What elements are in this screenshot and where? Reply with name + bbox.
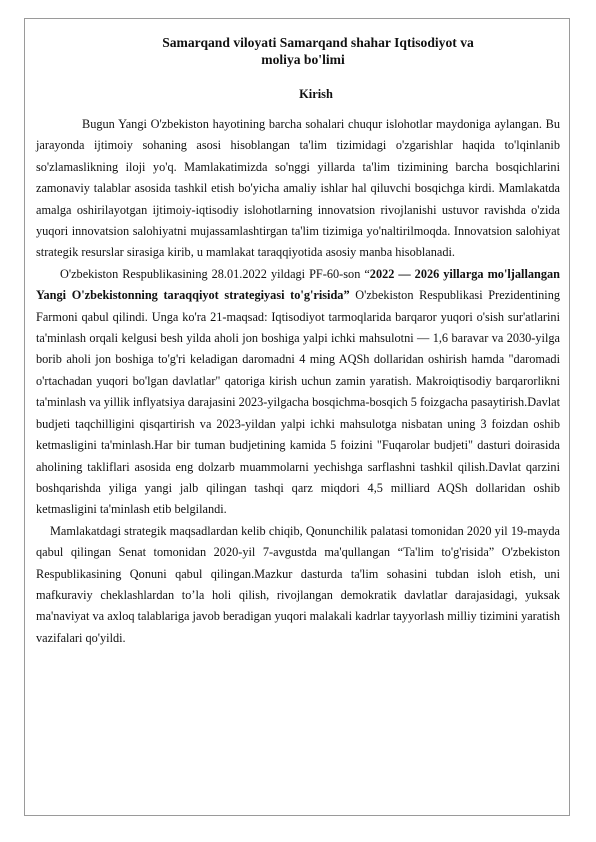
document-page xyxy=(24,18,570,816)
document-title xyxy=(25,35,571,68)
paragraph-1: Bugun Yangi O'zbekiston hayotining barcha sohalari chuqur islohotlar maydoniga aylangan. Bu jarayonda ijtimoiy sohaning asosi hisoblangan ta'lim tizimidagi o'zgarishlar haqida to'lqinlanib so'zlamaslikning iloji yo'q. Mamlakatimizda so'nggi yillarda ta'lim tizimining barcha bosqichlarini zamonaviy talablar asosida tashkil etish bo'yicha amaliy ishlar hal qiluvchi bosqichga kirdi. Mamlakatda amalga oshirilayotgan ijtimoiy-iqtisodiy islohotlarning innovatsion rivojlanishi ustuvor ravishda o'zida yuqori innovatsion salohiyatni mujassamlashtirgan ta'lim tizimiga yo'naltirilmoqda. Innovatsion salohiyat strategik resurslar sirasiga kirib, u mamlakat taraqqiyotida asosiy manba hisoblanadi. xyxy=(36,117,560,260)
paragraph-2-rest: O'zbekiston Respublikasi Prezidentining Farmoni qabul qilindi. Unga ko'ra 21-maqsad: Iqtisodiyot tarmoqlarida barqaror yuqori o'sish sur'atlarini ta'minlash orqali kelgusi besh yilda aholi jon boshiga yalpi ichki mahsulotni — 1,6 baravar va 2030-yilga borib aholi jon boshiga to'g'ri keladigan daromadni 4 ming AQSh dollaridan oshirish hamda "daromadi o'rtachadan yuqori bo'lgan davlatlar" qatoriga kirish uchun zamin yaratish. Makroiqtisodiy barqarorlikni ta'minlash va yillik inflyatsiya darajasini 2023-yilgacha bosqichma-bosqich 5 foizgacha pasaytirish.Davlat budjeti taqchilligini qisqartirish va 2023-yildan yalpi ichki mahsulotga nisbatan uning 3 foizdan oshib ketmasligini ta'minlash.Har bir tuman budjetining kamida 5 foizini "Fuqarolar budjeti" dasturi doirasida aholining takliflari asosida eng dolzarb muammolarni yechishga sarflashni tashkil qilish.Davlat qarzini boshqarishda yiliga yangi jalb qilingan tashqi qarz miqdori 4,5 milliard AQSh dollaridan oshib ketmasligini ta'minlash etib belgilandi. xyxy=(36,288,561,517)
paragraph-2-start: O'zbekiston Respublikasining 28.01.2022 yildagi PF-60-son “ xyxy=(60,266,370,281)
title-line-2: moliya bo'limi xyxy=(261,51,345,67)
title-line-1: Samarqand viloyati Samarqand shahar Iqtisodiyot va xyxy=(162,35,474,50)
document-body xyxy=(36,114,560,649)
paragraph-2 xyxy=(36,264,560,521)
paragraph-3: Mamlakatdagi strategik maqsadlardan kelib chiqib, Qonunchilik palatasi tomonidan 2020 yil 19-mayda qabul qilingan Senat tomonidan 2020-yil 7-avgustda ma'qullangan “Ta'lim to'g'risida” O'zbekiston Respublikasining Qonuni qabul qilingan.Mazkur dasturda ta'lim sohasini tubdan isloh etish, uni mafkuraviy cheklashlardan to’la holi qilish, rivojlangan demokratik davlatlar darajasidagi, yuksak ma'naviyat va axloq talablariga javob beradigan yuqori malakali kadrlar tayyorlash milliy tizimini yaratish vazifalari qo'yildi. xyxy=(36,523,560,645)
section-heading: Kirish xyxy=(299,87,333,101)
paragraph-2-bold: 2022 — 2026 yillarga mo'ljallangan Yangi O'zbekistonning taraqqiyot strategiyasi to'g'risida” xyxy=(36,266,560,303)
